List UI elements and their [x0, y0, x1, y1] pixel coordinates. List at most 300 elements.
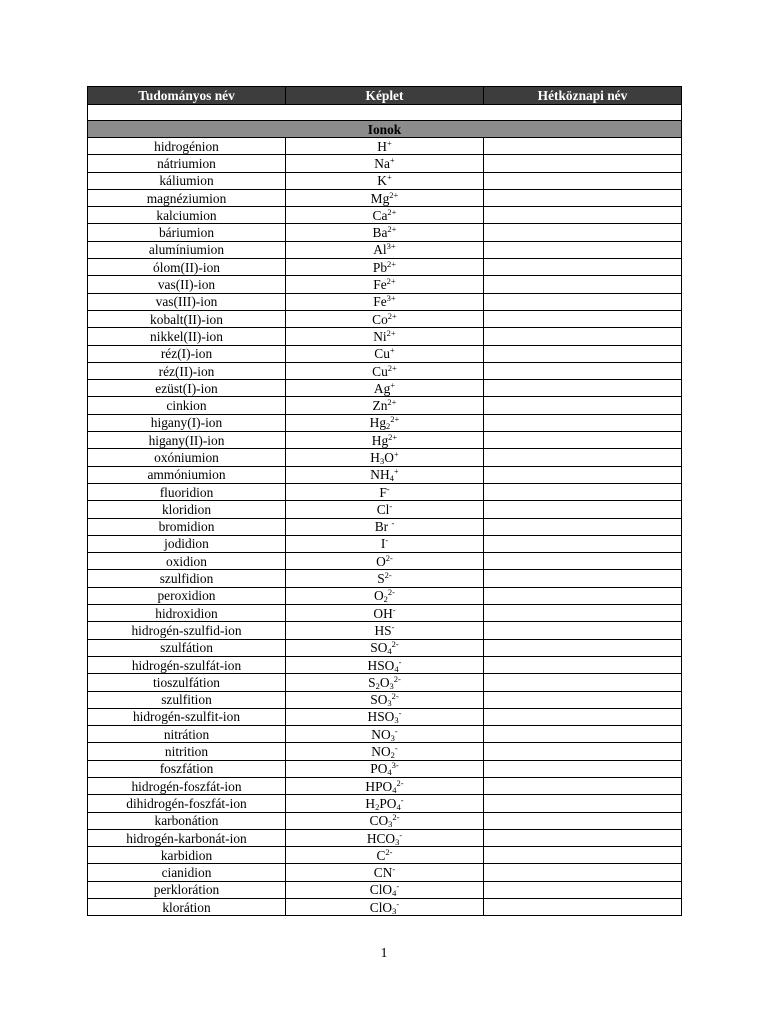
formula-symbol: SO: [370, 640, 388, 656]
common-name-cell: [484, 847, 682, 864]
scientific-name-cell: szulfátion: [88, 639, 286, 656]
scientific-name-cell: nitrition: [88, 743, 286, 760]
table-row: [88, 864, 682, 881]
scientific-name-cell: peroxidion: [88, 587, 286, 604]
common-name-cell: [484, 259, 682, 276]
formula-subscript: 3: [390, 732, 395, 743]
table-row: [88, 708, 682, 725]
formula-charge: -: [396, 898, 400, 909]
table-row: [88, 605, 682, 622]
table-row: [88, 328, 682, 345]
formula-cell: [286, 397, 484, 414]
formula-cell: [286, 483, 484, 500]
formula-symbol: H: [370, 449, 380, 465]
common-name-cell: [484, 328, 682, 345]
scientific-name-cell: cinkion: [88, 397, 286, 414]
scientific-name-cell: nátriumion: [88, 155, 286, 172]
formula-charge: 2+: [386, 276, 396, 287]
formula-cell: [286, 777, 484, 794]
scientific-name-cell: higany(I)-ion: [88, 414, 286, 431]
table-row: [88, 674, 682, 691]
formula-symbol: Cu: [372, 363, 388, 379]
table-row: [88, 553, 682, 570]
spacer-row: [88, 105, 682, 121]
formula-cell: [286, 691, 484, 708]
common-name-cell: [484, 553, 682, 570]
table-row: [88, 345, 682, 362]
formula-charge: -: [394, 725, 398, 736]
common-name-cell: [484, 276, 682, 293]
table-row: [88, 310, 682, 327]
formula-symbol: Cu: [374, 346, 390, 362]
formula-charge: -: [392, 604, 396, 615]
formula-symbol: O: [379, 674, 390, 690]
formula-cell: [286, 760, 484, 777]
common-name-cell: [484, 241, 682, 258]
formula-charge: -: [400, 794, 404, 805]
formula-subscript: 4: [387, 646, 392, 657]
common-name-cell: [484, 172, 682, 189]
formula-symbol: Fe: [373, 294, 387, 310]
table-row: [88, 207, 682, 224]
formula-symbol: HCO: [366, 830, 396, 846]
formula-symbol: Ca: [372, 207, 388, 223]
formula-symbol: K: [377, 173, 387, 189]
formula-cell: [286, 241, 484, 258]
common-name-cell: [484, 674, 682, 691]
formula-subscript: 4: [387, 767, 392, 778]
table-row: [88, 483, 682, 500]
formula-symbol: H: [377, 138, 387, 154]
formula-subscript: 2: [383, 594, 388, 605]
formula-charge: -: [398, 708, 402, 719]
formula-cell: [286, 795, 484, 812]
scientific-name-cell: hidrogén-szulfát-ion: [88, 656, 286, 673]
formula-symbol: Ba: [372, 225, 388, 241]
formula-charge: 2+: [390, 414, 400, 425]
formula-cell: [286, 155, 484, 172]
formula-symbol: Hg: [371, 432, 389, 448]
formula-subscript: 4: [394, 663, 399, 674]
common-name-cell: [484, 501, 682, 518]
scientific-name-cell: alumíniumion: [88, 241, 286, 258]
scientific-name-cell: vas(III)-ion: [88, 293, 286, 310]
formula-charge: 2-: [396, 777, 404, 788]
formula-cell: [286, 380, 484, 397]
formula-symbol: Hg: [369, 415, 387, 431]
scientific-name-cell: bromidion: [88, 518, 286, 535]
ion-table: [87, 86, 682, 916]
formula-charge: +: [393, 466, 399, 477]
formula-subscript: 3: [387, 698, 392, 709]
common-name-cell: [484, 380, 682, 397]
common-name-cell: [484, 622, 682, 639]
table-row: [88, 587, 682, 604]
formula-charge: -: [389, 500, 393, 511]
formula-cell: [286, 189, 484, 206]
formula-subscript: 2: [375, 680, 380, 691]
formula-symbol: C: [376, 847, 386, 863]
common-name-cell: [484, 535, 682, 552]
formula-cell: [286, 172, 484, 189]
common-name-cell: [484, 691, 682, 708]
formula-charge: 2-: [391, 691, 399, 702]
scientific-name-cell: magnéziumion: [88, 189, 286, 206]
table-row: [88, 380, 682, 397]
common-name-cell: [484, 466, 682, 483]
formula-charge: +: [389, 154, 395, 165]
table-row: [88, 501, 682, 518]
scientific-name-cell: higany(II)-ion: [88, 432, 286, 449]
formula-subscript: 2: [375, 801, 380, 812]
table-row: [88, 155, 682, 172]
formula-cell: [286, 881, 484, 898]
formula-symbol: SO: [370, 692, 388, 708]
table-row: [88, 432, 682, 449]
table-row: [88, 691, 682, 708]
formula-charge: -: [385, 535, 389, 546]
common-name-cell: [484, 639, 682, 656]
formula-symbol: CO: [369, 813, 389, 829]
formula-symbol: NO: [371, 744, 391, 760]
formula-subscript: 4: [392, 784, 397, 795]
scientific-name-cell: foszfátion: [88, 760, 286, 777]
table-row: [88, 760, 682, 777]
formula-symbol: NO: [371, 726, 391, 742]
formula-subscript: 4: [396, 801, 401, 812]
scientific-name-cell: kloridion: [88, 501, 286, 518]
formula-charge: 2+: [387, 258, 397, 269]
formula-symbol: Co: [372, 311, 388, 327]
formula-charge: +: [389, 345, 395, 356]
formula-symbol: S: [377, 571, 385, 587]
table-header-row: [88, 87, 682, 105]
scientific-name-cell: perklorátion: [88, 881, 286, 898]
common-name-cell: [484, 518, 682, 535]
table-row: [88, 847, 682, 864]
scientific-name-cell: nitrátion: [88, 726, 286, 743]
formula-charge: 2-: [384, 570, 392, 581]
formula-charge: +: [386, 137, 392, 148]
scientific-name-cell: ezüst(I)-ion: [88, 380, 286, 397]
table-row: [88, 449, 682, 466]
table-row: [88, 899, 682, 916]
formula-symbol: CN: [373, 865, 393, 881]
formula-subscript: 3: [388, 819, 393, 830]
header-common-name: Hétköznapi név: [484, 87, 682, 105]
formula-charge: -: [391, 518, 395, 529]
table-row: [88, 414, 682, 431]
scientific-name-cell: szulfidion: [88, 570, 286, 587]
formula-charge: 2-: [392, 812, 400, 823]
formula-symbol: HS: [374, 622, 392, 638]
formula-symbol: Fe: [373, 277, 387, 293]
table-row: [88, 362, 682, 379]
scientific-name-cell: hidrogén-szulfit-ion: [88, 708, 286, 725]
formula-cell: [286, 639, 484, 656]
formula-cell: [286, 501, 484, 518]
table-row: [88, 639, 682, 656]
common-name-cell: [484, 138, 682, 155]
scientific-name-cell: réz(I)-ion: [88, 345, 286, 362]
page-number: 1: [380, 946, 388, 961]
scientific-name-cell: karbonátion: [88, 812, 286, 829]
common-name-cell: [484, 345, 682, 362]
formula-symbol: I: [380, 536, 386, 552]
common-name-cell: [484, 743, 682, 760]
common-name-cell: [484, 605, 682, 622]
formula-charge: +: [390, 379, 396, 390]
formula-charge: 2+: [386, 327, 396, 338]
formula-symbol: ClO: [369, 899, 393, 915]
common-name-cell: [484, 587, 682, 604]
formula-charge: 3-: [391, 760, 399, 771]
formula-charge: 3+: [386, 241, 396, 252]
table-row: [88, 570, 682, 587]
table-row: [88, 259, 682, 276]
formula-cell: [286, 138, 484, 155]
formula-subscript: 3: [395, 836, 400, 847]
formula-cell: [286, 656, 484, 673]
formula-charge: 2+: [387, 206, 397, 217]
formula-subscript: 4: [389, 473, 394, 484]
formula-cell: [286, 518, 484, 535]
formula-charge: 2-: [385, 846, 393, 857]
formula-charge: -: [396, 881, 400, 892]
formula-cell: [286, 276, 484, 293]
spacer-cell: [88, 105, 682, 121]
common-name-cell: [484, 207, 682, 224]
common-name-cell: [484, 777, 682, 794]
common-name-cell: [484, 726, 682, 743]
formula-cell: [286, 310, 484, 327]
table-row: [88, 535, 682, 552]
scientific-name-cell: hidrogén-szulfid-ion: [88, 622, 286, 639]
formula-cell: [286, 570, 484, 587]
table-row: [88, 189, 682, 206]
formula-charge: 2+: [387, 362, 397, 373]
scientific-name-cell: vas(II)-ion: [88, 276, 286, 293]
scientific-name-cell: báriumion: [88, 224, 286, 241]
formula-charge: 2-: [387, 587, 395, 598]
scientific-name-cell: kalciumion: [88, 207, 286, 224]
formula-symbol: Pb: [372, 259, 388, 275]
formula-symbol: Zn: [372, 398, 388, 414]
scientific-name-cell: ammóniumion: [88, 466, 286, 483]
table-row: [88, 812, 682, 829]
formula-cell: [286, 293, 484, 310]
table-row: [88, 172, 682, 189]
common-name-cell: [484, 483, 682, 500]
formula-cell: [286, 708, 484, 725]
scientific-name-cell: hidrogénion: [88, 138, 286, 155]
formula-symbol: S: [368, 674, 376, 690]
formula-charge: 2-: [391, 639, 399, 650]
table-row: [88, 622, 682, 639]
common-name-cell: [484, 310, 682, 327]
formula-symbol: PO: [379, 795, 397, 811]
section-title: Ionok: [88, 121, 682, 138]
formula-charge: -: [392, 864, 396, 875]
table-row: [88, 795, 682, 812]
formula-subscript: 3: [389, 680, 394, 691]
formula-subscript: 2: [390, 750, 395, 761]
formula-cell: [286, 328, 484, 345]
formula-cell: [286, 899, 484, 916]
formula-symbol: Br: [374, 519, 392, 535]
formula-charge: -: [394, 743, 398, 754]
formula-subscript: 4: [392, 888, 397, 899]
formula-symbol: O: [376, 553, 386, 569]
common-name-cell: [484, 432, 682, 449]
formula-subscript: 3: [392, 905, 397, 916]
table-row: [88, 224, 682, 241]
formula-charge: -: [386, 483, 390, 494]
scientific-name-cell: dihidrogén-foszfát-ion: [88, 795, 286, 812]
formula-cell: [286, 587, 484, 604]
section-row: [88, 121, 682, 138]
formula-charge: +: [386, 172, 392, 183]
scientific-name-cell: hidrogén-foszfát-ion: [88, 777, 286, 794]
common-name-cell: [484, 760, 682, 777]
formula-symbol: Ni: [373, 328, 387, 344]
common-name-cell: [484, 570, 682, 587]
formula-symbol: O: [384, 449, 394, 465]
formula-cell: [286, 362, 484, 379]
formula-cell: [286, 207, 484, 224]
formula-charge: -: [399, 829, 403, 840]
formula-cell: [286, 847, 484, 864]
formula-symbol: OH: [373, 605, 393, 621]
formula-cell: [286, 743, 484, 760]
scientific-name-cell: cianidion: [88, 864, 286, 881]
formula-charge: 3+: [386, 293, 396, 304]
common-name-cell: [484, 397, 682, 414]
formula-cell: [286, 864, 484, 881]
formula-symbol: Ag: [373, 380, 391, 396]
formula-cell: [286, 605, 484, 622]
scientific-name-cell: oxidion: [88, 553, 286, 570]
formula-cell: [286, 553, 484, 570]
table-row: [88, 241, 682, 258]
formula-symbol: Cl: [376, 501, 390, 517]
common-name-cell: [484, 656, 682, 673]
formula-subscript: 3: [394, 715, 399, 726]
formula-cell: [286, 449, 484, 466]
common-name-cell: [484, 189, 682, 206]
formula-symbol: HSO: [367, 709, 395, 725]
formula-symbol: HPO: [365, 778, 393, 794]
common-name-cell: [484, 708, 682, 725]
formula-cell: [286, 345, 484, 362]
common-name-cell: [484, 812, 682, 829]
table-row: [88, 138, 682, 155]
table-row: [88, 829, 682, 846]
common-name-cell: [484, 864, 682, 881]
header-scientific-name: Tudományos név: [88, 87, 286, 105]
formula-symbol: O: [373, 588, 384, 604]
scientific-name-cell: tioszulfátion: [88, 674, 286, 691]
scientific-name-cell: ólom(II)-ion: [88, 259, 286, 276]
scientific-name-cell: jodidion: [88, 535, 286, 552]
formula-cell: [286, 414, 484, 431]
formula-cell: [286, 224, 484, 241]
formula-symbol: Al: [373, 242, 387, 258]
table-row: [88, 466, 682, 483]
formula-cell: [286, 622, 484, 639]
formula-symbol: ClO: [369, 882, 393, 898]
formula-cell: [286, 812, 484, 829]
common-name-cell: [484, 899, 682, 916]
scientific-name-cell: káliumion: [88, 172, 286, 189]
formula-symbol: Na: [374, 155, 390, 171]
formula-cell: [286, 726, 484, 743]
table-row: [88, 656, 682, 673]
formula-cell: [286, 535, 484, 552]
formula-cell: [286, 829, 484, 846]
common-name-cell: [484, 449, 682, 466]
table-row: [88, 743, 682, 760]
table-row: [88, 397, 682, 414]
common-name-cell: [484, 829, 682, 846]
table-row: [88, 726, 682, 743]
table-row: [88, 293, 682, 310]
formula-charge: +: [393, 448, 399, 459]
scientific-name-cell: hidroxidion: [88, 605, 286, 622]
formula-symbol: HSO: [367, 657, 395, 673]
table-row: [88, 276, 682, 293]
common-name-cell: [484, 362, 682, 379]
common-name-cell: [484, 224, 682, 241]
formula-charge: 2+: [387, 224, 397, 235]
formula-charge: 2+: [389, 189, 399, 200]
formula-charge: 2+: [388, 431, 398, 442]
scientific-name-cell: oxóniumion: [88, 449, 286, 466]
formula-symbol: F: [379, 484, 387, 500]
scientific-name-cell: kobalt(II)-ion: [88, 310, 286, 327]
table-row: [88, 881, 682, 898]
scientific-name-cell: réz(II)-ion: [88, 362, 286, 379]
common-name-cell: [484, 881, 682, 898]
formula-cell: [286, 674, 484, 691]
scientific-name-cell: szulfition: [88, 691, 286, 708]
common-name-cell: [484, 414, 682, 431]
scientific-name-cell: fluoridion: [88, 483, 286, 500]
common-name-cell: [484, 155, 682, 172]
scientific-name-cell: klorátion: [88, 899, 286, 916]
formula-charge: 2-: [385, 552, 393, 563]
formula-symbol: NH: [370, 467, 390, 483]
scientific-name-cell: hidrogén-karbonát-ion: [88, 829, 286, 846]
formula-symbol: Mg: [370, 190, 390, 206]
formula-subscript: 2: [386, 421, 391, 432]
formula-subscript: 3: [379, 455, 385, 466]
formula-cell: [286, 259, 484, 276]
formula-charge: 2-: [393, 673, 401, 684]
common-name-cell: [484, 293, 682, 310]
formula-charge: 2+: [387, 310, 397, 321]
formula-symbol: PO: [370, 761, 388, 777]
formula-cell: [286, 466, 484, 483]
formula-charge: -: [398, 656, 402, 667]
table-row: [88, 777, 682, 794]
scientific-name-cell: nikkel(II)-ion: [88, 328, 286, 345]
formula-charge: 2+: [387, 397, 397, 408]
table-row: [88, 518, 682, 535]
formula-cell: [286, 432, 484, 449]
formula-symbol: H: [365, 795, 376, 811]
common-name-cell: [484, 795, 682, 812]
